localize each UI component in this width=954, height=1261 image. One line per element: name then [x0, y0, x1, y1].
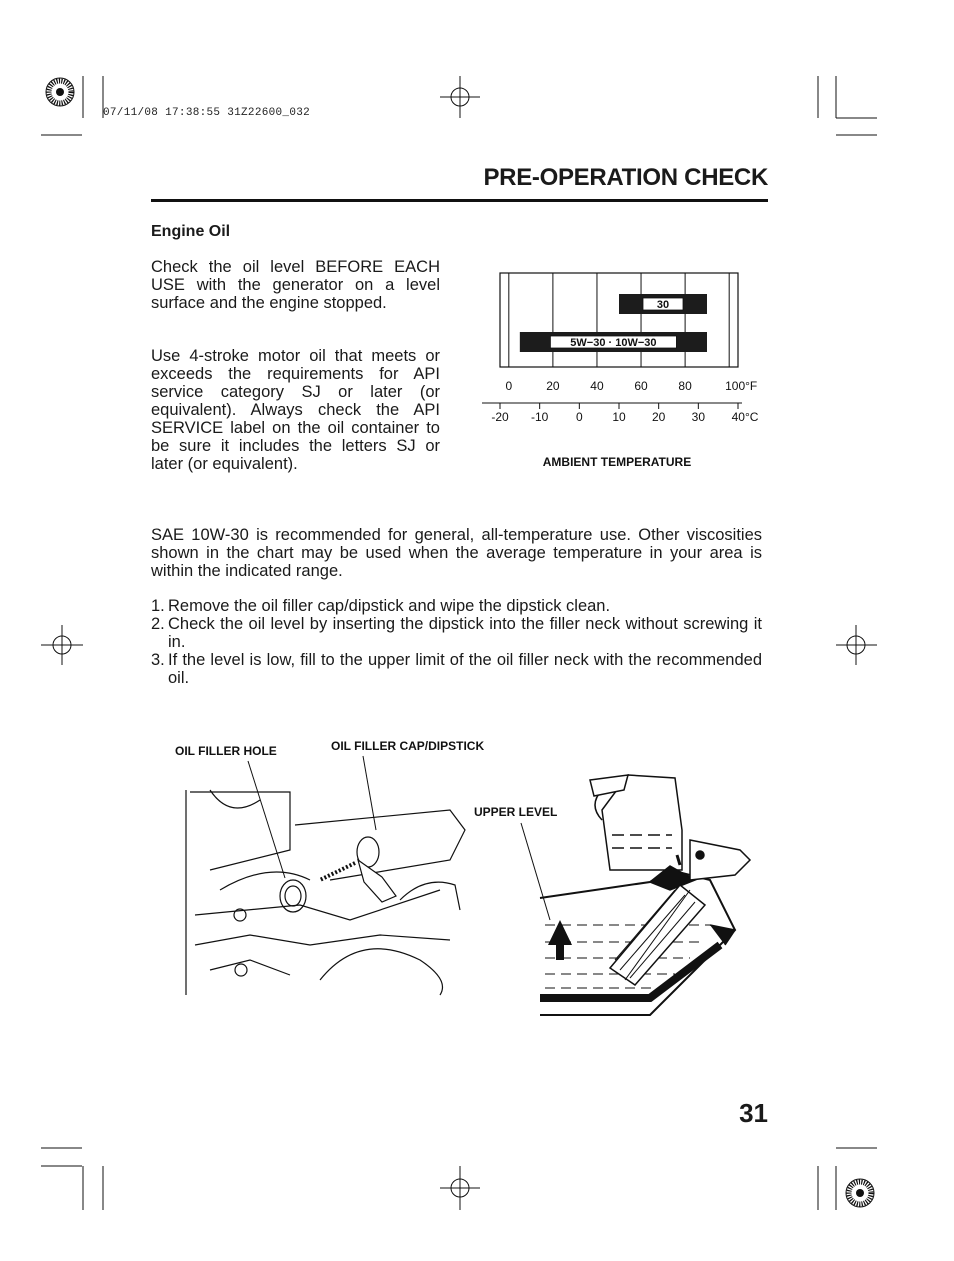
- celsius-tick-label: 30: [691, 410, 706, 424]
- procedure-step: [151, 597, 762, 615]
- celsius-tick-label: 40°C: [731, 410, 759, 424]
- fahrenheit-tick-labels: [505, 379, 757, 393]
- section-heading: Engine Oil: [151, 223, 231, 240]
- celsius-tick-label: 0: [575, 410, 583, 424]
- label-oil-filler-hole: OIL FILLER HOLE: [175, 744, 277, 758]
- registration-crosshair-top: [440, 76, 480, 118]
- procedure-step: [151, 651, 762, 687]
- fahrenheit-tick-label: 20: [546, 379, 560, 393]
- celsius-tick-label: -10: [530, 410, 549, 424]
- celsius-tick-label: 10: [612, 410, 626, 424]
- fahrenheit-tick-label: 100°F: [725, 379, 758, 393]
- engine-drawing: [186, 790, 465, 995]
- oil-level-diagram: [540, 775, 750, 1015]
- registration-starburst-bottom-right: [846, 1179, 874, 1207]
- chart-grid: [509, 273, 729, 367]
- registration-crosshair-bottom: [440, 1166, 480, 1210]
- step-number: 2.: [151, 615, 165, 633]
- label-oil-filler-cap: OIL FILLER CAP/DIPSTICK: [331, 739, 485, 753]
- oil-check-illustration: [150, 730, 770, 1020]
- fahrenheit-tick-label: 80: [678, 379, 692, 393]
- viscosity-chart: [470, 260, 760, 480]
- registration-crosshair-right: [836, 625, 877, 665]
- step-number: 3.: [151, 651, 165, 669]
- registration-crosshair-left: [41, 625, 83, 665]
- fahrenheit-tick-label: 40: [590, 379, 604, 393]
- page-title: PRE-OPERATION CHECK: [483, 164, 768, 191]
- celsius-tick-label: 20: [651, 410, 666, 424]
- procedure-steps: [151, 597, 762, 687]
- print-timestamp: 07/11/08 17:38:55 31Z22600_032: [103, 107, 311, 119]
- title-divider: [151, 199, 768, 202]
- celsius-tick-labels: [491, 403, 758, 424]
- step-text: If the level is low, fill to the upper limit of the oil filler neck with the recommended oil.: [168, 651, 762, 687]
- registration-starburst-top-left: [46, 78, 74, 106]
- intro-paragraph: Check the oil level BEFORE EACH USE with the generator on a level surface and the engine stopped.: [151, 258, 440, 312]
- celsius-tick-label: -20: [491, 410, 509, 424]
- step-text: Check the oil level by inserting the dipstick into the filler neck without screwing it in.: [168, 615, 762, 651]
- fahrenheit-tick-label: 60: [634, 379, 648, 393]
- chart-bars: [520, 294, 707, 352]
- step-text: Remove the oil filler cap/dipstick and wipe the dipstick clean.: [168, 597, 611, 615]
- chart-x-axis-label: AMBIENT TEMPERATURE: [542, 455, 692, 469]
- chart-bar-label: 30: [656, 299, 670, 311]
- chart-bar-label: 5W−30 · 10W−30: [570, 337, 657, 349]
- procedure-step: [151, 615, 762, 651]
- fahrenheit-tick-label: 0: [505, 379, 513, 393]
- oil-spec-paragraph: Use 4-stroke motor oil that meets or exceeds the requirements for API service category SJ or later (or equivalent). Always check the API SERVICE label on the oil container to be sure it includes the letters SJ or later (or equivalent).: [151, 347, 440, 473]
- page-number: 31: [739, 1098, 768, 1128]
- chart-frame: [500, 273, 738, 367]
- label-upper-level: UPPER LEVEL: [474, 805, 558, 819]
- step-number: 1.: [151, 597, 165, 615]
- sae-paragraph: SAE 10W-30 is recommended for general, all-temperature use. Other viscosities shown in the chart may be used when the average temperature in your area is within the indicated range.: [151, 526, 762, 580]
